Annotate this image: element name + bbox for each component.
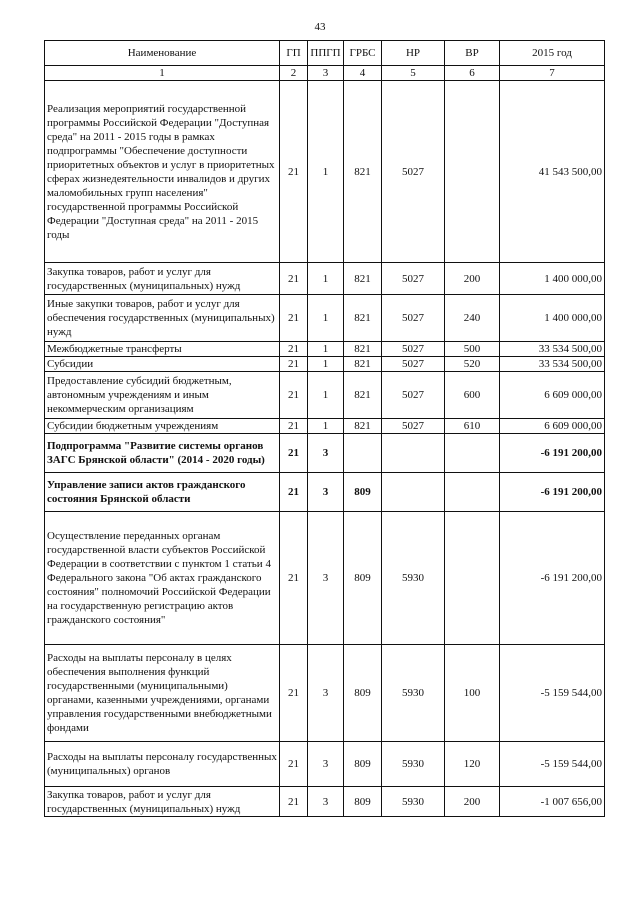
row-ppgp: 3	[308, 645, 344, 742]
row-name: Расходы на выплаты персоналу в целях обеспечения выполнения функций государственными (муниципальными) органами, казенными учреждениями, органами управления государственными внебюджетными фондами	[45, 645, 280, 742]
row-grbs: 809	[344, 512, 382, 645]
row-name: Закупка товаров, работ и услуг для государственных (муниципальных) нужд	[45, 787, 280, 817]
row-gp: 21	[280, 434, 308, 473]
row-name: Субсидии бюджетным учреждениям	[45, 419, 280, 434]
row-vr: 100	[445, 645, 500, 742]
table-row	[45, 81, 605, 263]
row-grbs: 821	[344, 342, 382, 357]
header-name: Наименование	[45, 41, 280, 66]
row-amount: -6 191 200,00	[500, 512, 605, 645]
row-vr: 600	[445, 372, 500, 419]
row-grbs: 821	[344, 372, 382, 419]
row-name: Межбюджетные трансферты	[45, 342, 280, 357]
row-amount: 1 400 000,00	[500, 295, 605, 342]
column-number: 4	[344, 66, 382, 81]
row-nr: 5930	[382, 742, 445, 787]
row-name: Реализация мероприятий государственной программы Российской Федерации "Доступная среда" на 2011 - 2015 годы в рамках подпрограммы "Обеспечение доступности приоритетных объектов и услуг в приоритетных сферах жизнедеятельности инвалидов и других маломобильных групп населения" государственной программы Российской Федерации "Доступная среда" на 2011 - 2015 годы	[45, 81, 280, 263]
row-amount: -6 191 200,00	[500, 473, 605, 512]
row-amount: 33 534 500,00	[500, 342, 605, 357]
column-number: 3	[308, 66, 344, 81]
row-amount: -6 191 200,00	[500, 434, 605, 473]
row-grbs: 821	[344, 419, 382, 434]
row-ppgp: 1	[308, 81, 344, 263]
row-gp: 21	[280, 645, 308, 742]
row-grbs: 809	[344, 742, 382, 787]
column-number: 1	[45, 66, 280, 81]
row-nr: 5027	[382, 263, 445, 295]
row-ppgp: 3	[308, 473, 344, 512]
row-gp: 21	[280, 473, 308, 512]
row-vr: 200	[445, 263, 500, 295]
row-nr: 5930	[382, 512, 445, 645]
row-ppgp: 1	[308, 295, 344, 342]
row-gp: 21	[280, 512, 308, 645]
row-ppgp: 3	[308, 434, 344, 473]
row-nr: 5027	[382, 81, 445, 263]
table-row	[45, 434, 605, 473]
row-name: Расходы на выплаты персоналу государственных (муниципальных) органов	[45, 742, 280, 787]
row-nr: 5027	[382, 342, 445, 357]
column-number: 5	[382, 66, 445, 81]
row-ppgp: 3	[308, 512, 344, 645]
row-vr: 520	[445, 357, 500, 372]
table-row	[45, 512, 605, 645]
header-vr: ВР	[445, 41, 500, 66]
table-row	[45, 419, 605, 434]
row-ppgp: 1	[308, 372, 344, 419]
column-number: 7	[500, 66, 605, 81]
row-nr: 5930	[382, 645, 445, 742]
row-gp: 21	[280, 357, 308, 372]
row-grbs: 821	[344, 263, 382, 295]
row-gp: 21	[280, 372, 308, 419]
row-grbs: 809	[344, 787, 382, 817]
column-number: 6	[445, 66, 500, 81]
row-vr: 610	[445, 419, 500, 434]
row-ppgp: 3	[308, 742, 344, 787]
table-row	[45, 357, 605, 372]
row-nr: 5027	[382, 419, 445, 434]
table-row	[45, 372, 605, 419]
row-ppgp: 1	[308, 357, 344, 372]
header-row	[45, 41, 605, 66]
row-amount: 41 543 500,00	[500, 81, 605, 263]
table-row	[45, 263, 605, 295]
row-amount: 1 400 000,00	[500, 263, 605, 295]
table-row	[45, 295, 605, 342]
table-body	[45, 81, 605, 817]
row-name: Управление записи актов гражданского состояния Брянской области	[45, 473, 280, 512]
row-amount: 6 609 000,00	[500, 419, 605, 434]
row-gp: 21	[280, 263, 308, 295]
row-nr	[382, 434, 445, 473]
header-2015: 2015 год	[500, 41, 605, 66]
row-nr: 5027	[382, 357, 445, 372]
row-name: Предоставление субсидий бюджетным, автономным учреждениям и иным некоммерческим организациям	[45, 372, 280, 419]
table-row	[45, 645, 605, 742]
row-grbs: 821	[344, 295, 382, 342]
header-nr: НР	[382, 41, 445, 66]
row-gp: 21	[280, 81, 308, 263]
row-amount: 33 534 500,00	[500, 357, 605, 372]
row-name: Подпрограмма "Развитие системы органов ЗАГС Брянской области" (2014 - 2020 годы)	[45, 434, 280, 473]
table-row	[45, 742, 605, 787]
budget-table	[44, 40, 605, 817]
row-grbs: 821	[344, 81, 382, 263]
table-row	[45, 787, 605, 817]
row-vr: 240	[445, 295, 500, 342]
header-grbs: ГРБС	[344, 41, 382, 66]
table-row	[45, 342, 605, 357]
row-vr: 500	[445, 342, 500, 357]
row-vr	[445, 473, 500, 512]
row-vr: 200	[445, 787, 500, 817]
row-gp: 21	[280, 342, 308, 357]
row-vr: 120	[445, 742, 500, 787]
column-number-row	[45, 66, 605, 81]
header-ppgp: ППГП	[308, 41, 344, 66]
row-nr: 5930	[382, 787, 445, 817]
row-ppgp: 1	[308, 419, 344, 434]
column-number: 2	[280, 66, 308, 81]
row-amount: 6 609 000,00	[500, 372, 605, 419]
row-grbs	[344, 434, 382, 473]
row-nr: 5027	[382, 372, 445, 419]
row-amount: -5 159 544,00	[500, 742, 605, 787]
row-name: Субсидии	[45, 357, 280, 372]
row-amount: -5 159 544,00	[500, 645, 605, 742]
row-vr	[445, 512, 500, 645]
row-nr: 5027	[382, 295, 445, 342]
row-grbs: 809	[344, 645, 382, 742]
row-grbs: 821	[344, 357, 382, 372]
row-grbs: 809	[344, 473, 382, 512]
row-ppgp: 1	[308, 342, 344, 357]
row-gp: 21	[280, 419, 308, 434]
header-gp: ГП	[280, 41, 308, 66]
row-vr	[445, 434, 500, 473]
row-gp: 21	[280, 742, 308, 787]
table-row	[45, 473, 605, 512]
row-amount: -1 007 656,00	[500, 787, 605, 817]
row-ppgp: 1	[308, 263, 344, 295]
row-name: Осуществление переданных органам государственной власти субъектов Российской Федерации в соответствии с пунктом 1 статьи 4 Федерального закона "Об актах гражданского состояния" полномочий Российской Федерации на государственную регистрацию актов гражданского состояния"	[45, 512, 280, 645]
row-nr	[382, 473, 445, 512]
row-gp: 21	[280, 295, 308, 342]
row-ppgp: 3	[308, 787, 344, 817]
page-number: 43	[314, 21, 326, 33]
row-name: Иные закупки товаров, работ и услуг для обеспечения государственных (муниципальных) нужд	[45, 295, 280, 342]
row-vr	[445, 81, 500, 263]
row-name: Закупка товаров, работ и услуг для государственных (муниципальных) нужд	[45, 263, 280, 295]
row-gp: 21	[280, 787, 308, 817]
